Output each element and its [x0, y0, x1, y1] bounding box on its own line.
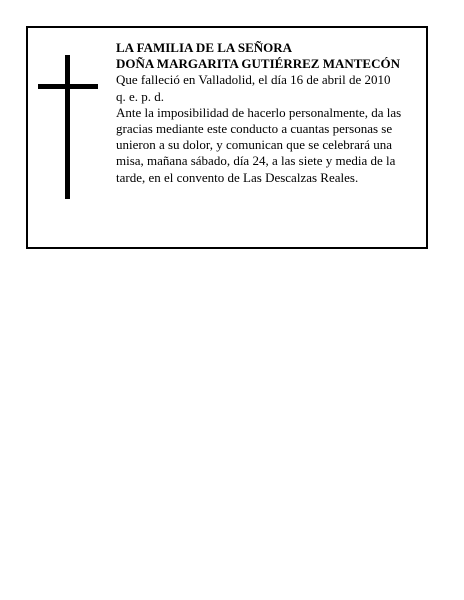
cross-vertical-bar [65, 55, 70, 199]
notice-death-line: Que falleció en Valladolid, el día 16 de abril de 2010 [116, 72, 391, 88]
cross-horizontal-bar [38, 84, 98, 89]
obituary-notice [26, 26, 428, 249]
notice-heading-deceased-name: DOÑA MARGARITA GUTIÉRREZ MANTECÓN [116, 56, 400, 72]
notice-text [116, 40, 422, 186]
notice-heading-family: LA FAMILIA DE LA SEÑORA [116, 40, 293, 55]
notice-body: Ante la imposibilidad de hacerlo personalmente, da las gracias mediante este conducto a cuantas personas se unieron a su dolor, y comunican que se celebrará una misa, mañana sábado, día 24, a las siete y media de la tarde, en el convento de Las Descalzas Reales. [116, 104, 402, 185]
cross-icon [38, 55, 98, 199]
notice-qepd: q. e. p. d. [116, 88, 165, 104]
